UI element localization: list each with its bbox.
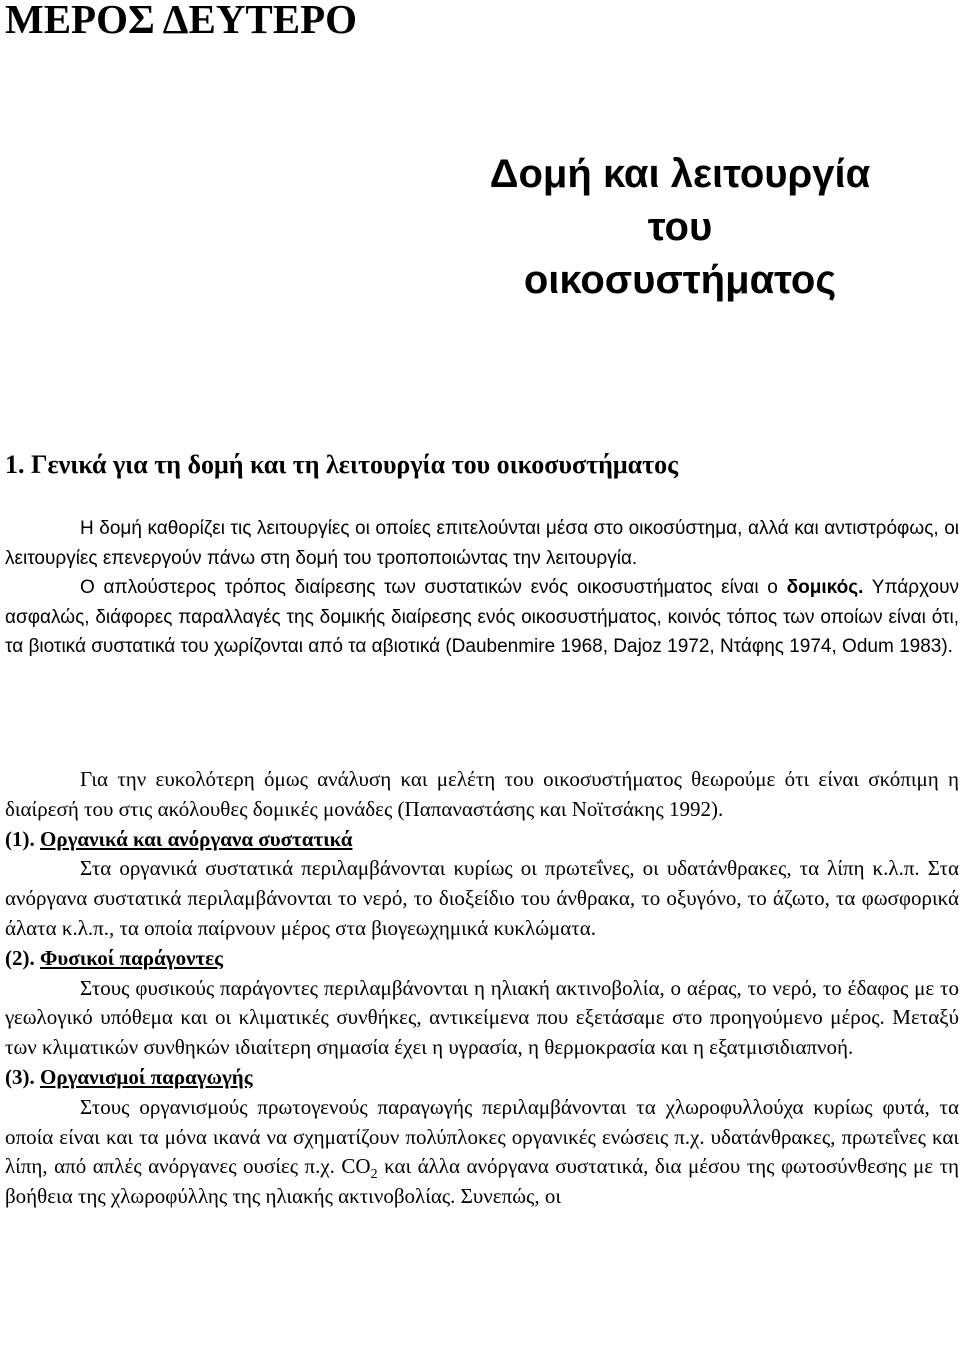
paragraph-2-start: Ο απλούστερος τρόπος διαίρεσης των συστατικών ενός οικοσυστήματος είναι ο <box>80 577 787 599</box>
units-text-block <box>5 765 959 1212</box>
chapter-title <box>470 148 890 307</box>
item-2-text: Στους φυσικούς παράγοντες περιλαμβάνονται η ηλιακή ακτινοβολία, ο αέρας, το νερό, το έδαφος με το γεωλογικό υπόθεμα και οι κλιματικές συνθήκες, αντικείμενα που εξετάσαμε στο προηγούμενο μέρος. Μεταξύ των κλιματικών συνθηκών ιδιαίτερη σημασία έχει η υγρασία, η θερμοκρασία και η εξατμισιδιαπνοή. <box>5 975 959 1060</box>
paragraph-2-rest: Υπάρχουν ασφαλώς, διάφορες παραλλαγές της δομικής διαίρεσης ενός οικοσυστήματος, κοινός τόπος των οποίων είναι ότι, τα βιοτικά συστατικά του χωρίζονται από τα αβιοτικά (Daubenmire 1968, Dajoz 1972, Ντάφης 1974, Odum 1983). <box>5 577 959 658</box>
item-3-heading <box>5 1063 959 1093</box>
item-3-text <box>5 1093 959 1212</box>
item-2-number: (2). <box>5 945 35 970</box>
paragraph-structure-function: Η δομή καθορίζει τις λειτουργίες οι οποίες επιτελούνται μέσα στο οικοσύστημα, αλλά και αντιστρόφως, οι λειτουργίες επενεργούν πάνω στη δομή του τροποποιώντας την λειτουργία. <box>5 518 959 569</box>
part-heading: ΜΕΡΟΣ ΔΕΥΤΕΡΟ <box>5 0 358 42</box>
intro-text-block <box>5 514 959 662</box>
paragraph-2-bold-term: δομικός. <box>786 577 864 599</box>
section-heading: 1. Γενικά για τη δομή και τη λειτουργία του οικοσυστήματος <box>5 450 679 479</box>
chapter-title-line-1: Δομή και λειτουργία του <box>489 152 871 249</box>
item-1-heading <box>5 825 959 855</box>
item-3-title: Οργανισμοί παραγωγής <box>40 1064 253 1089</box>
item-1-text: Στα οργανικά συστατικά περιλαμβάνονται κυρίως οι πρωτεΐνες, οι υδατάνθρακες, τα λίπη κ.λ.π. Στα ανόργανα συστατικά περιλαμβάνονται το νερό, το διοξείδιο του άνθρακα, το οξυγόνο, το άζωτο, τα φωσφορικά άλατα κ.λ.π., τα οποία παίρνουν μέρος στα βιογεωχημικά κυκλώματα. <box>5 856 959 940</box>
co2-subscript: 2 <box>370 1167 378 1183</box>
paragraph-structural-division <box>5 573 959 662</box>
item-1-number: (1). <box>5 826 35 851</box>
item-3-text-before: Στους οργανισμούς πρωτογενούς παραγωγής περιλαμβάνονται τα χλωροφυλλούχα κυρίως φυτά, τα οποία είναι και τα μόνα ικανά να σχηματίζουν πολύπλοκες οργανικές ενώσεις π.χ. υδατάνθρακες, πρωτεΐνες και λίπη, από απλές ανόργανες ουσίες π.χ. CO <box>5 1094 959 1179</box>
item-3-number: (3). <box>5 1064 35 1089</box>
item-3-text-after: και άλλα ανόργανα συστατικά, δια μέσου της φωτοσύνθεσης με τη βοήθεια της χλωροφύλλης της ηλιακής ακτινοβολίας. Συνεπώς, οι <box>5 1154 959 1209</box>
item-1-title: Οργανικά και ανόργανα συστατικά <box>40 826 353 851</box>
item-2-title: Φυσικοί παράγοντες <box>40 945 223 970</box>
paragraph-structural-units: Για την ευκολότερη όμως ανάλυση και μελέτη του οικοσυστήματος θεωρούμε ότι είναι σκόπιμη η διαίρεσή του στις ακόλουθες δομικές μονάδες (Παπαναστάσης και Νοϊτσάκης 1992). <box>5 767 959 821</box>
item-2-heading <box>5 944 959 974</box>
chapter-title-line-2: οικοσυστήματος <box>523 258 837 302</box>
